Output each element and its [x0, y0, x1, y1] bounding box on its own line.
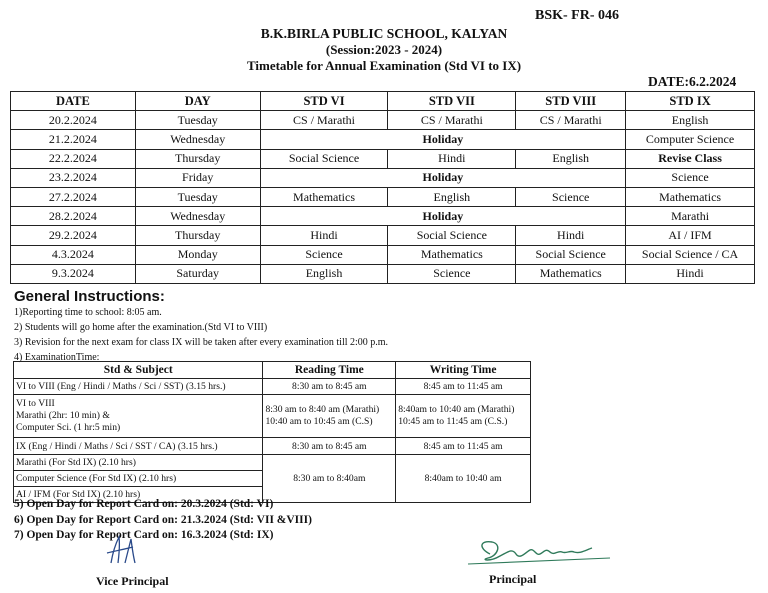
cell-std-ix: AI / IFM — [626, 226, 755, 245]
cell-std-vi: Hindi — [260, 226, 388, 245]
table-row — [11, 264, 755, 283]
cell-std-vii: CS / Marathi — [388, 111, 516, 130]
cell-std-vi: English — [260, 264, 388, 283]
subject-line: Marathi (2hr: 10 min) & — [16, 410, 110, 421]
cell-date: 20.2.2024 — [11, 111, 136, 130]
principal-signature — [460, 534, 620, 570]
exam-timetable — [10, 91, 755, 284]
cell-day: Tuesday — [135, 111, 260, 130]
table-row — [11, 130, 755, 149]
cell-day: Tuesday — [135, 187, 260, 206]
instruction-item: 2) Students will go home after the examination.(Std VI to VIII) — [14, 322, 268, 333]
table-row — [14, 379, 531, 395]
cell-std-vi: Social Science — [260, 149, 388, 168]
cell-date: 22.2.2024 — [11, 149, 136, 168]
cell-date: 27.2.2024 — [11, 187, 136, 206]
cell-std-vii: Science — [388, 264, 516, 283]
instructions-heading: General Instructions: — [14, 288, 165, 305]
cell-std-viii: CS / Marathi — [516, 111, 626, 130]
instruction-item: 4) ExaminationTime: — [14, 352, 100, 363]
cell-std-ix: Computer Science — [626, 130, 755, 149]
cell-date: 9.3.2024 — [11, 264, 136, 283]
cell-std-viii: Mathematics — [516, 264, 626, 283]
cell-day: Monday — [135, 245, 260, 264]
cell-std-vii: Hindi — [388, 149, 516, 168]
cell-std-ix: English — [626, 111, 755, 130]
cell-day: Friday — [135, 168, 260, 187]
cell-reading-time — [263, 395, 396, 438]
cell-std-vii: Mathematics — [388, 245, 516, 264]
school-name: B.K.BIRLA PUBLIC SCHOOL, KALYAN — [260, 26, 508, 41]
table-row — [14, 395, 531, 438]
document-title: Timetable for Annual Examination (Std VI to IX) — [246, 58, 522, 73]
reading-line: 10:40 am to 10:45 am (C.S) — [265, 416, 373, 427]
cell-day: Saturday — [135, 264, 260, 283]
open-day-item: 5) Open Day for Report Card on: 20.3.2024 (Std: VI) — [14, 498, 274, 510]
instruction-item: 3) Revision for the next exam for class IX will be taken after every examination till 2:00 p.m. — [14, 337, 389, 348]
cell-reading-time: 8:30 am to 8:45 am — [263, 438, 396, 455]
cell-writing-time: 8:45 am to 11:45 am — [396, 438, 531, 455]
table-row — [11, 226, 755, 245]
header-std-viii: STD VIII — [516, 92, 626, 111]
exam-time-header-row — [14, 362, 531, 379]
cell-date: 4.3.2024 — [11, 245, 136, 264]
cell-date: 28.2.2024 — [11, 207, 136, 226]
cell-std-vii: Social Science — [388, 226, 516, 245]
table-row — [11, 207, 755, 226]
cell-writing-time: 8:40am to 10:40 am — [396, 455, 531, 503]
table-row — [11, 149, 755, 168]
cell-std-ix: Marathi — [626, 207, 755, 226]
table-row — [14, 438, 531, 455]
cell-holiday: Holiday — [260, 168, 626, 187]
cell-std-ix: Mathematics — [626, 187, 755, 206]
table-row — [11, 245, 755, 264]
header-std-ix: STD IX — [626, 92, 755, 111]
cell-holiday: Holiday — [260, 207, 626, 226]
cell-subject: Computer Science (For Std IX) (2.10 hrs) — [14, 471, 263, 487]
cell-date: 29.2.2024 — [11, 226, 136, 245]
cell-std-vi: CS / Marathi — [260, 111, 388, 130]
table-row — [11, 168, 755, 187]
instruction-item: 1)Reporting time to school: 8:05 am. — [14, 307, 162, 318]
vice-principal-signature — [103, 533, 143, 569]
cell-writing-time — [396, 395, 531, 438]
open-day-item: 6) Open Day for Report Card on: 21.3.2024 (Std: VII &VIII) — [14, 514, 312, 526]
cell-date: 21.2.2024 — [11, 130, 136, 149]
cell-subject: VI to VIII (Eng / Hindi / Maths / Sci / SST) (3.15 hrs.) — [14, 379, 263, 395]
header-std-vii: STD VII — [388, 92, 516, 111]
cell-day: Wednesday — [135, 207, 260, 226]
cell-std-vi: Science — [260, 245, 388, 264]
cell-std-ix: Hindi — [626, 264, 755, 283]
cell-day: Wednesday — [135, 130, 260, 149]
cell-day: Thursday — [135, 149, 260, 168]
cell-std-viii: Social Science — [516, 245, 626, 264]
cell-std-vi: Mathematics — [260, 187, 388, 206]
examination-time-table — [13, 361, 531, 503]
subject-line: Computer Sci. (1 hr:5 min) — [16, 422, 121, 433]
vice-principal-label: Vice Principal — [96, 574, 169, 588]
reading-line: 8:30 am to 8:40 am (Marathi) — [265, 404, 380, 415]
cell-reading-time: 8:30 am to 8:40am — [263, 455, 396, 503]
cell-std-viii: Science — [516, 187, 626, 206]
cell-subject: IX (Eng / Hindi / Maths / Sci / SST / CA) (3.15 hrs.) — [14, 438, 263, 455]
table-row — [14, 455, 531, 471]
cell-std-ix: Revise Class — [626, 149, 755, 168]
cell-std-viii: English — [516, 149, 626, 168]
cell-day: Thursday — [135, 226, 260, 245]
writing-line: 10:45 am to 11:45 am (C.S.) — [398, 416, 508, 427]
cell-subject: Marathi (For Std IX) (2.10 hrs) — [14, 455, 263, 471]
table-row — [11, 111, 755, 130]
header-writing-time: Writing Time — [396, 362, 531, 379]
document-date: DATE:6.2.2024 — [648, 74, 737, 89]
header-std-subject: Std & Subject — [14, 362, 263, 379]
writing-line: 8:40am to 10:40 am (Marathi) — [398, 404, 515, 415]
cell-writing-time: 8:45 am to 11:45 am — [396, 379, 531, 395]
cell-subject: AI / IFM (For Std IX) (2.10 hrs) — [14, 487, 263, 503]
cell-std-ix: Social Science / CA — [626, 245, 755, 264]
open-day-item: 7) Open Day for Report Card on: 16.3.2024 (Std: IX) — [14, 529, 274, 541]
principal-label: Principal — [489, 572, 537, 586]
header-reading-time: Reading Time — [263, 362, 396, 379]
form-code: BSK- FR- 046 — [535, 8, 619, 23]
table-row — [11, 187, 755, 206]
cell-std-ix: Science — [626, 168, 755, 187]
subject-line: VI to VIII — [16, 398, 55, 409]
session: (Session:2023 - 2024) — [325, 42, 443, 57]
cell-subject — [14, 395, 263, 438]
cell-std-viii: Hindi — [516, 226, 626, 245]
header-date: DATE — [11, 92, 136, 111]
cell-holiday: Holiday — [260, 130, 626, 149]
header-std-vi: STD VI — [260, 92, 388, 111]
timetable-header-row — [11, 92, 755, 111]
cell-std-vii: English — [388, 187, 516, 206]
cell-date: 23.2.2024 — [11, 168, 136, 187]
cell-reading-time: 8:30 am to 8:45 am — [263, 379, 396, 395]
header-day: DAY — [135, 92, 260, 111]
